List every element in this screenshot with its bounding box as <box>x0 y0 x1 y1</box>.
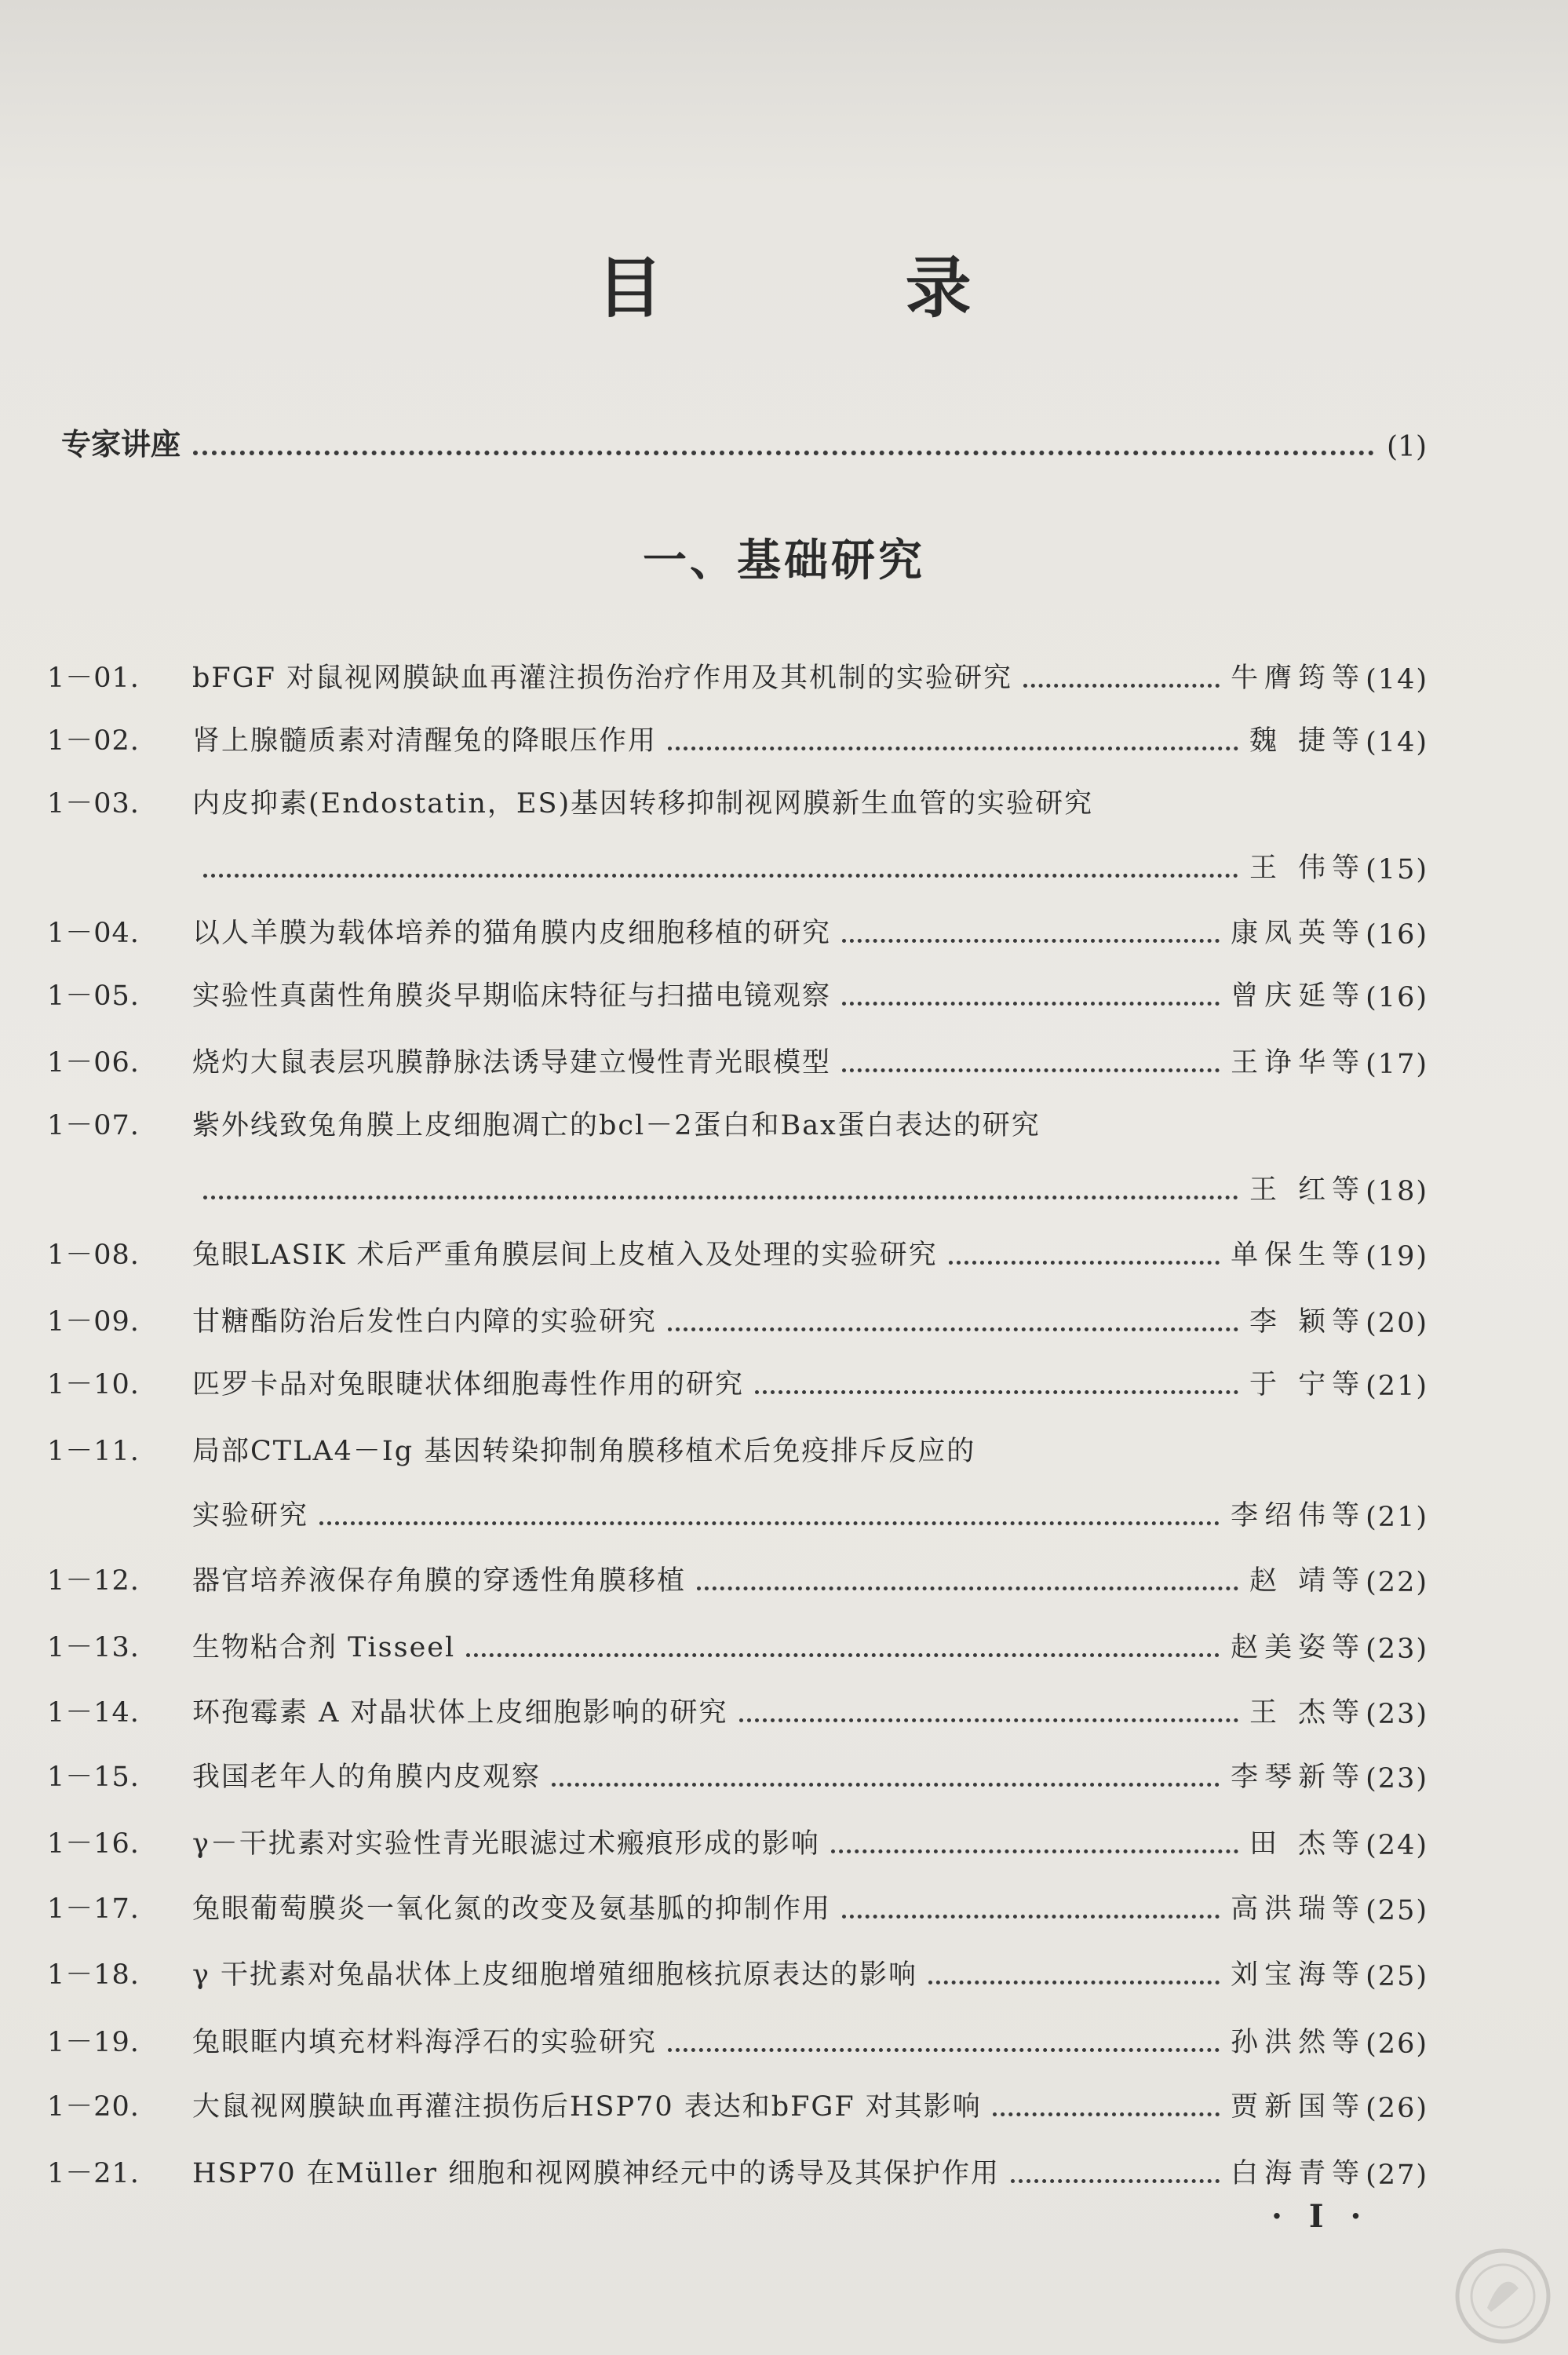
dot-leader <box>1023 684 1220 688</box>
entry-author: 李 颖等 <box>1249 1306 1366 1338</box>
entry-page: (14) <box>1366 664 1428 696</box>
entry-number: 1－19. <box>47 2027 140 2058</box>
entry-author: 李琴新等 <box>1231 1762 1366 1793</box>
entry-author: 王诤华等 <box>1231 1047 1366 1079</box>
entry-author: 王 杰等 <box>1249 1697 1366 1729</box>
entry-title: 匹罗卡品对兔眼睫状体细胞毒性作用的研究 <box>192 1369 745 1400</box>
dot-leader <box>993 2112 1220 2116</box>
entry-title-continued: 实验研究 <box>192 1500 309 1532</box>
dot-leader <box>668 747 1238 750</box>
dot-leader <box>668 1327 1238 1331</box>
dot-leader <box>949 1261 1220 1265</box>
entry-number: 1－16. <box>47 1828 140 1860</box>
dot-leader <box>552 1783 1220 1787</box>
entry-page: (18) <box>1366 1176 1428 1207</box>
entry-page: (26) <box>1366 2028 1428 2060</box>
section-title: 一、基础研究 <box>643 535 925 586</box>
page-title: 目 录 <box>596 249 1081 327</box>
dot-leader <box>203 1196 1238 1199</box>
entry-author: 贾新国等 <box>1231 2091 1366 2123</box>
entry-title: 大鼠视网膜缺血再灌注损伤后HSP70 表达和bFGF 对其影响 <box>192 2091 982 2123</box>
entry-page: (25) <box>1366 1895 1428 1926</box>
entry-page: (21) <box>1366 1502 1428 1533</box>
entry-author: 刘宝海等 <box>1231 1959 1366 1991</box>
expert-lecture-page: (1) <box>1387 431 1427 463</box>
entry-page: (23) <box>1366 1699 1428 1730</box>
entry-number: 1－14. <box>47 1697 140 1729</box>
dot-leader <box>755 1390 1238 1394</box>
entry-page: (20) <box>1366 1308 1428 1339</box>
entry-number: 1－04. <box>47 918 140 949</box>
entry-page: (23) <box>1366 1763 1428 1795</box>
entry-number: 1－15. <box>47 1762 140 1793</box>
entry-author: 高洪瑞等 <box>1231 1893 1366 1925</box>
entry-title: γ 干扰素对兔晶状体上皮细胞增殖细胞核抗原表达的影响 <box>192 1959 918 1991</box>
entry-author: 曾庆延等 <box>1231 980 1366 1012</box>
entry-page: (21) <box>1366 1371 1428 1402</box>
entry-page: (22) <box>1366 1567 1428 1598</box>
entry-title: 环孢霉素 A 对晶状体上皮细胞影响的研究 <box>192 1697 728 1729</box>
entry-page: (27) <box>1366 2160 1428 2191</box>
entry-page: (16) <box>1366 919 1428 951</box>
entry-number: 1－10. <box>47 1369 140 1400</box>
dot-leader <box>842 939 1220 943</box>
entry-number: 1－08. <box>47 1240 140 1271</box>
entry-title: 甘糖酯防治后发性白内障的实验研究 <box>192 1306 658 1338</box>
entry-title: 烧灼大鼠表层巩膜静脉法诱导建立慢性青光眼模型 <box>192 1047 832 1079</box>
entry-number: 1－07. <box>47 1110 140 1141</box>
dot-leader <box>466 1653 1220 1657</box>
dot-leader <box>842 1002 1220 1006</box>
entry-number: 1－09. <box>47 1306 140 1338</box>
entry-author: 白海青等 <box>1231 2158 1366 2189</box>
entry-title: 生物粘合剂 Tisseel <box>192 1632 456 1663</box>
entry-page: (15) <box>1366 854 1428 885</box>
entry-title: 局部CTLA4－Ig 基因转染抑制角膜移植术后免疫排斥反应的 <box>192 1436 976 1467</box>
entry-author: 赵 靖等 <box>1249 1565 1366 1597</box>
entry-author: 李绍伟等 <box>1231 1500 1366 1532</box>
page-number: · I · <box>1271 2198 1369 2235</box>
entry-author: 康凤英等 <box>1231 918 1366 949</box>
entry-number: 1－21. <box>47 2158 140 2189</box>
entry-title: 兔眼LASIK 术后严重角膜层间上皮植入及处理的实验研究 <box>192 1240 938 1271</box>
dot-leader <box>739 1718 1238 1722</box>
entry-number: 1－06. <box>47 1047 140 1079</box>
entry-author: 王 红等 <box>1249 1174 1366 1206</box>
dot-leader <box>203 874 1238 878</box>
entry-author: 孙洪然等 <box>1231 2027 1366 2058</box>
entry-author: 王 伟等 <box>1249 853 1366 884</box>
entry-number: 1－20. <box>47 2091 140 2123</box>
entry-title: 紫外线致兔角膜上皮细胞凋亡的bcl－2蛋白和Bax蛋白表达的研究 <box>192 1110 1041 1141</box>
dot-leader <box>842 1068 1220 1072</box>
entry-number: 1－18. <box>47 1959 140 1991</box>
entry-title: γ－干扰素对实验性青光眼滤过术瘢痕形成的影响 <box>192 1828 820 1860</box>
dot-leader <box>842 1915 1220 1919</box>
dot-leader <box>928 1981 1220 1984</box>
entry-author: 于 宁等 <box>1249 1369 1366 1400</box>
entry-number: 1－03. <box>47 788 140 820</box>
entry-author: 单保生等 <box>1231 1240 1366 1271</box>
entry-page: (25) <box>1366 1961 1428 1992</box>
entry-title: 肾上腺髓质素对清醒兔的降眼压作用 <box>192 725 658 757</box>
entry-page: (19) <box>1366 1241 1428 1272</box>
entry-author: 魏 捷等 <box>1249 725 1366 757</box>
entry-number: 1－12. <box>47 1565 140 1597</box>
dot-leader <box>1011 2179 1220 2183</box>
entry-number: 1－13. <box>47 1632 140 1663</box>
entry-page: (23) <box>1366 1634 1428 1665</box>
entry-number: 1－05. <box>47 980 140 1012</box>
entry-title: bFGF 对鼠视网膜缺血再灌注损伤治疗作用及其机制的实验研究 <box>192 663 1013 694</box>
entry-number: 1－17. <box>47 1893 140 1925</box>
entry-number: 1－01. <box>47 663 140 694</box>
entry-title: 器官培养液保存角膜的穿透性角膜移植 <box>192 1565 687 1597</box>
entry-author: 田 杰等 <box>1249 1828 1366 1860</box>
dot-leader <box>668 2048 1220 2052</box>
entry-title: HSP70 在Müller 细胞和视网膜神经元中的诱导及其保护作用 <box>192 2158 1001 2189</box>
expert-lecture-label: 专家讲座 <box>61 427 181 462</box>
watermark-seal-icon <box>1452 2245 1554 2347</box>
entry-number: 1－02. <box>47 725 140 757</box>
entry-title: 内皮抑素(Endostatin，ES)基因转移抑制视网膜新生血管的实验研究 <box>192 788 1094 820</box>
entry-author: 牛膺筠等 <box>1231 663 1366 694</box>
dot-leader <box>319 1521 1220 1525</box>
entry-title: 我国老年人的角膜内皮观察 <box>192 1762 542 1793</box>
dot-leader <box>697 1586 1238 1590</box>
entry-title: 以人羊膜为载体培养的猫角膜内皮细胞移植的研究 <box>192 918 832 949</box>
entry-page: (16) <box>1366 982 1428 1013</box>
entry-page: (26) <box>1366 2093 1428 2124</box>
entry-page: (14) <box>1366 727 1428 758</box>
dot-leader <box>831 1849 1238 1853</box>
entry-title: 实验性真菌性角膜炎早期临床特征与扫描电镜观察 <box>192 980 832 1012</box>
entry-title: 兔眼葡萄膜炎一氧化氮的改变及氨基胍的抑制作用 <box>192 1893 832 1925</box>
entry-page: (24) <box>1366 1830 1428 1861</box>
entry-author: 赵美姿等 <box>1231 1632 1366 1663</box>
entry-page: (17) <box>1366 1049 1428 1080</box>
entry-title: 兔眼眶内填充材料海浮石的实验研究 <box>192 2027 658 2058</box>
entry-number: 1－11. <box>47 1436 140 1467</box>
